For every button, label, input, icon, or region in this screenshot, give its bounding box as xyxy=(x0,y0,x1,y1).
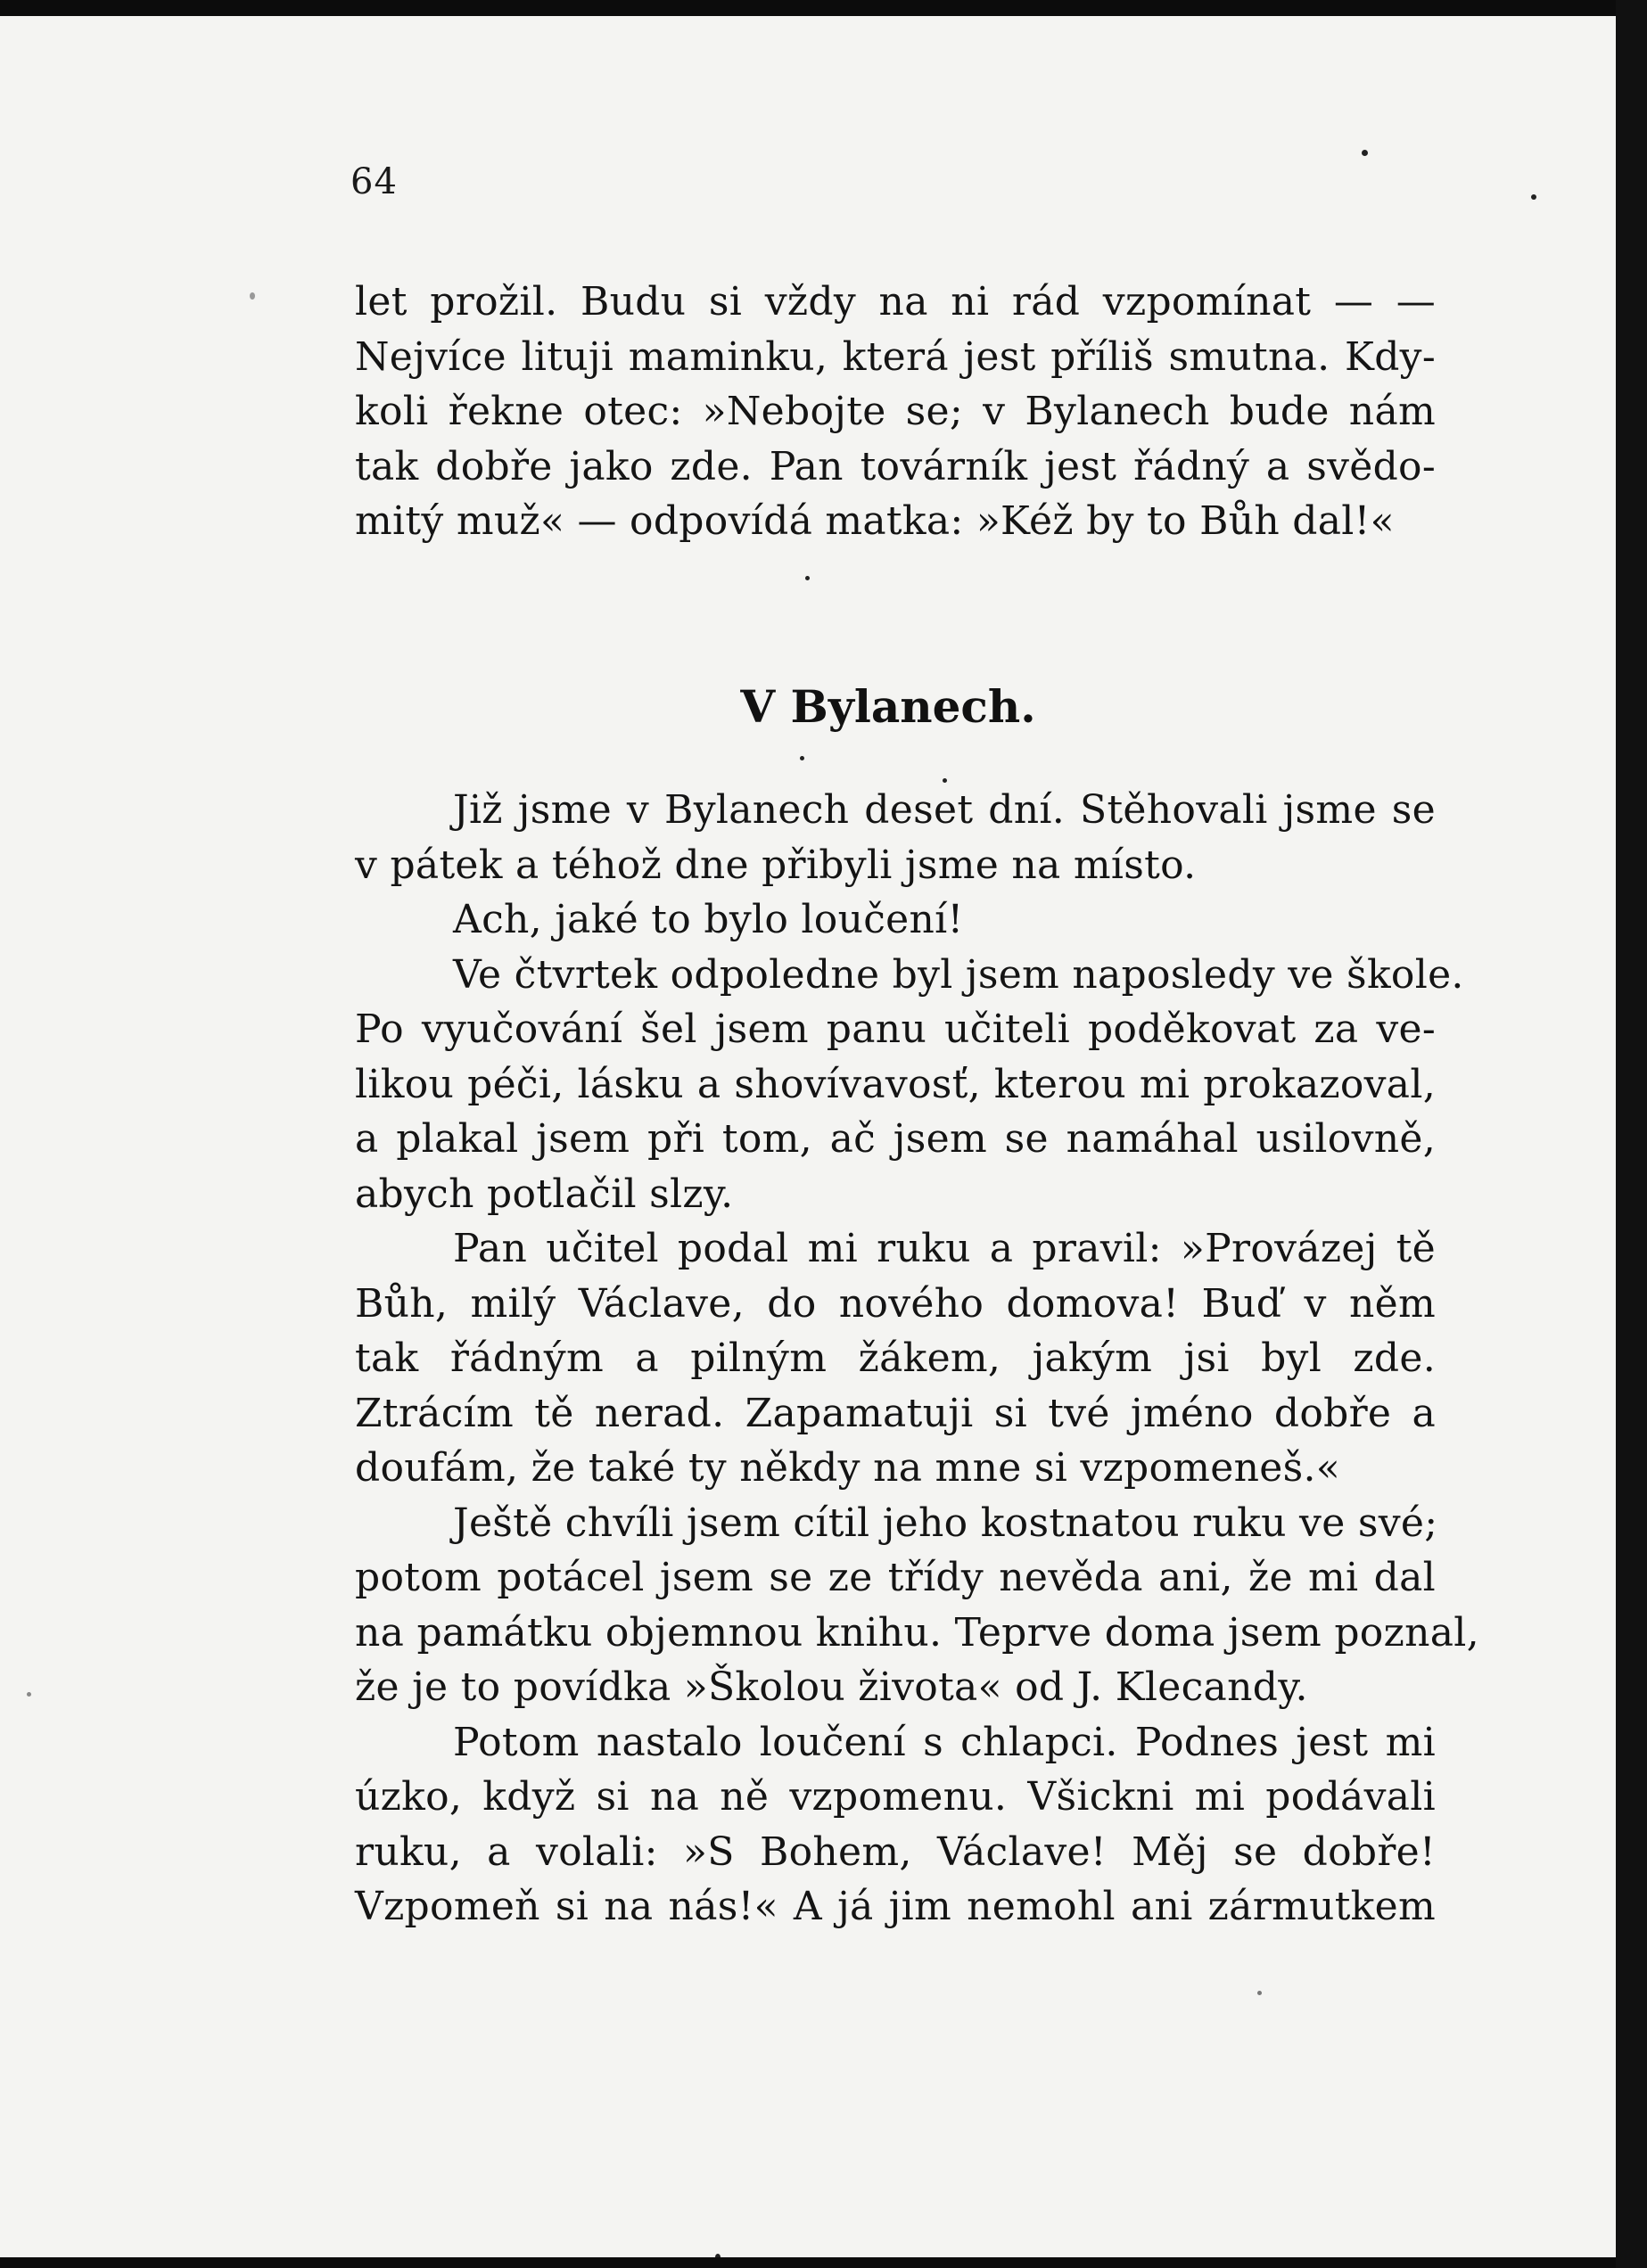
text-line: doufám, že také ty někdy na mne si vzpomeneš.« xyxy=(355,1445,1340,1491)
text-line: tak řádným a pilným žákem, jakým jsi byl zde. xyxy=(355,1335,1436,1381)
text-line: let prožil. Budu si vždy na ni rád vzpomínat — — xyxy=(355,279,1436,325)
text-line: že je to povídka »Školou života« od J. Klecandy. xyxy=(355,1664,1308,1710)
text-line: potom potácel jsem se ze třídy nevěda ani, že mi dal xyxy=(355,1555,1436,1600)
text-line: Pan učitel podal mi ruku a pravil: »Provázej tě xyxy=(453,1226,1436,1271)
continued-paragraph xyxy=(355,275,1436,549)
text-line: mitý muž« — odpovídá matka: »Kéž by to Bůh dal!« xyxy=(355,498,1395,544)
scan-speck xyxy=(1362,150,1368,156)
text-line: Potom nastalo loučení s chlapci. Podnes jest mi xyxy=(453,1719,1436,1765)
text-line: ruku, a volali: »S Bohem, Václave! Měj se dobře! xyxy=(355,1828,1436,1875)
scan-speck xyxy=(715,2254,721,2257)
scan-speck xyxy=(1531,194,1536,200)
text-line: likou péči, lásku a shovívavosť, kterou mi prokazoval, xyxy=(355,1061,1436,1107)
text-line: a plakal jsem při tom, ač jsem se namáhal usilovně, xyxy=(355,1116,1436,1162)
text-line: Ztrácím tě nerad. Zapamatuji si tvé jméno dobře a xyxy=(355,1390,1436,1436)
scan-speck xyxy=(800,756,804,760)
text-line: Nejvíce lituji maminku, která jest příliš smutna. Kdy- xyxy=(355,333,1436,380)
text-line: Po vyučování šel jsem panu učiteli poděkovat za ve- xyxy=(355,1007,1436,1052)
scan-speck xyxy=(805,576,810,580)
text-line: Vzpomeň si na nás!« A já jim nemohl ani zármutkem xyxy=(355,1884,1436,1929)
scan-speck xyxy=(943,778,947,783)
scan-speck xyxy=(27,1692,31,1697)
text-line: v pátek a téhož dne přibyli jsme na místo. xyxy=(355,842,1197,888)
scan-speck xyxy=(1257,1991,1262,1995)
chapter-title: V Bylanech. xyxy=(740,680,1036,733)
book-page xyxy=(0,16,1616,2257)
text-line: úzko, když si na ně vzpomenu. Všickni mi podávali xyxy=(355,1774,1436,1820)
text-line: Ach, jaké to bylo loučení! xyxy=(453,897,964,942)
scan-speck xyxy=(250,292,255,300)
scan-right-edge xyxy=(1616,0,1647,2268)
text-line: Ve čtvrtek odpoledne byl jsem naposledy ve škole. xyxy=(453,951,1464,998)
text-line: Již jsme v Bylanech deset dní. Stěhovali jsme se xyxy=(453,787,1436,833)
page-number: 64 xyxy=(350,161,398,202)
text-line: koli řekne otec: »Nebojte se; v Bylanech bude nám xyxy=(355,389,1436,434)
text-line: na památku objemnou knihu. Teprve doma jsem poznal, xyxy=(355,1609,1479,1656)
text-line: abych potlačil slzy. xyxy=(355,1171,734,1217)
text-line: Bůh, milý Václave, do nového domova! Buď v něm xyxy=(355,1280,1436,1327)
text-line: tak dobře jako zde. Pan továrník jest řádný a svědo- xyxy=(355,443,1436,489)
chapter-body xyxy=(355,783,1479,1935)
text-line: Ještě chvíli jsem cítil jeho kostnatou ruku ve své; xyxy=(453,1500,1438,1546)
